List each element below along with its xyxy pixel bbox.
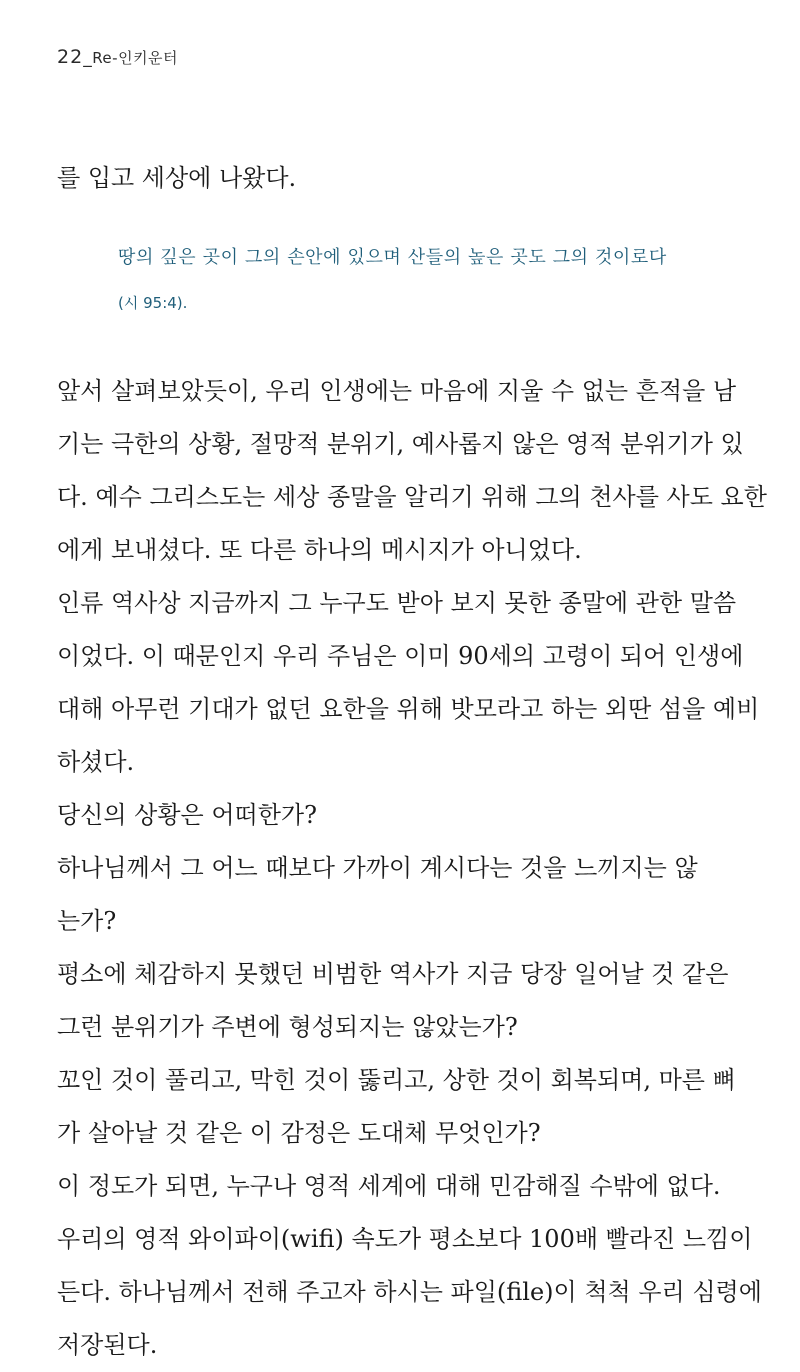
body-line: 는가? bbox=[57, 907, 117, 935]
body-line: 기는 극한의 상황, 절망적 분위기, 예사롭지 않은 영적 분위기가 있 bbox=[57, 430, 744, 458]
body-line: 이었다. 이 때문인지 우리 주님은 이미 90세의 고령이 되어 인생에 bbox=[57, 642, 744, 670]
body-line: 저장된다. bbox=[57, 1331, 158, 1359]
scripture-quote: 땅의 깊은 곳이 그의 손안에 있으며 산들의 높은 곳도 그의 것이로다 bbox=[118, 247, 667, 268]
body-line: 하셨다. bbox=[57, 748, 135, 776]
body-line: 에게 보내셨다. 또 다른 하나의 메시지가 아니었다. bbox=[57, 536, 582, 564]
opening-line-block bbox=[57, 152, 697, 205]
body-line: 대해 아무런 기대가 없던 요한을 위해 밧모라고 하는 외딴 섬을 예비 bbox=[57, 695, 760, 723]
body-line: 든다. 하나님께서 전해 주고자 하시는 파일(file)이 척척 우리 심령에 bbox=[57, 1278, 762, 1306]
body-line: 이 정도가 되면, 누구나 영적 세계에 대해 민감해질 수밖에 없다. bbox=[57, 1172, 721, 1200]
body-line: 가 살아날 것 같은 이 감정은 도대체 무엇인가? bbox=[57, 1119, 541, 1147]
book-title: Re-인키운터 bbox=[92, 49, 179, 67]
body-line: 우리의 영적 와이파이(wifi) 속도가 평소보다 100배 빨라진 느낌이 bbox=[57, 1225, 753, 1253]
page-number: 22 bbox=[57, 46, 84, 68]
body-text bbox=[57, 365, 767, 1372]
body-line: 꼬인 것이 풀리고, 막힌 것이 뚫리고, 상한 것이 회복되며, 마른 뼈 bbox=[57, 1066, 736, 1094]
body-line: 인류 역사상 지금까지 그 누구도 받아 보지 못한 종말에 관한 말씀 bbox=[57, 589, 737, 617]
opening-line: 를 입고 세상에 나왔다. bbox=[57, 164, 297, 192]
body-line: 당신의 상황은 어떠한가? bbox=[57, 801, 317, 829]
running-header bbox=[57, 46, 178, 68]
body-line: 평소에 체감하지 못했던 비범한 역사가 지금 당장 일어날 것 같은 bbox=[57, 960, 729, 988]
header-separator: _ bbox=[83, 48, 93, 68]
scripture-reference: (시 95:4). bbox=[118, 294, 188, 312]
body-line: 앞서 살펴보았듯이, 우리 인생에는 마음에 지울 수 없는 흔적을 남 bbox=[57, 377, 737, 405]
body-line: 다. 예수 그리스도는 세상 종말을 알리기 위해 그의 천사를 사도 요한 bbox=[57, 483, 767, 511]
body-line: 하나님께서 그 어느 때보다 가까이 계시다는 것을 느끼지는 않 bbox=[57, 854, 698, 882]
body-line: 그런 분위기가 주변에 형성되지는 않았는가? bbox=[57, 1013, 518, 1041]
